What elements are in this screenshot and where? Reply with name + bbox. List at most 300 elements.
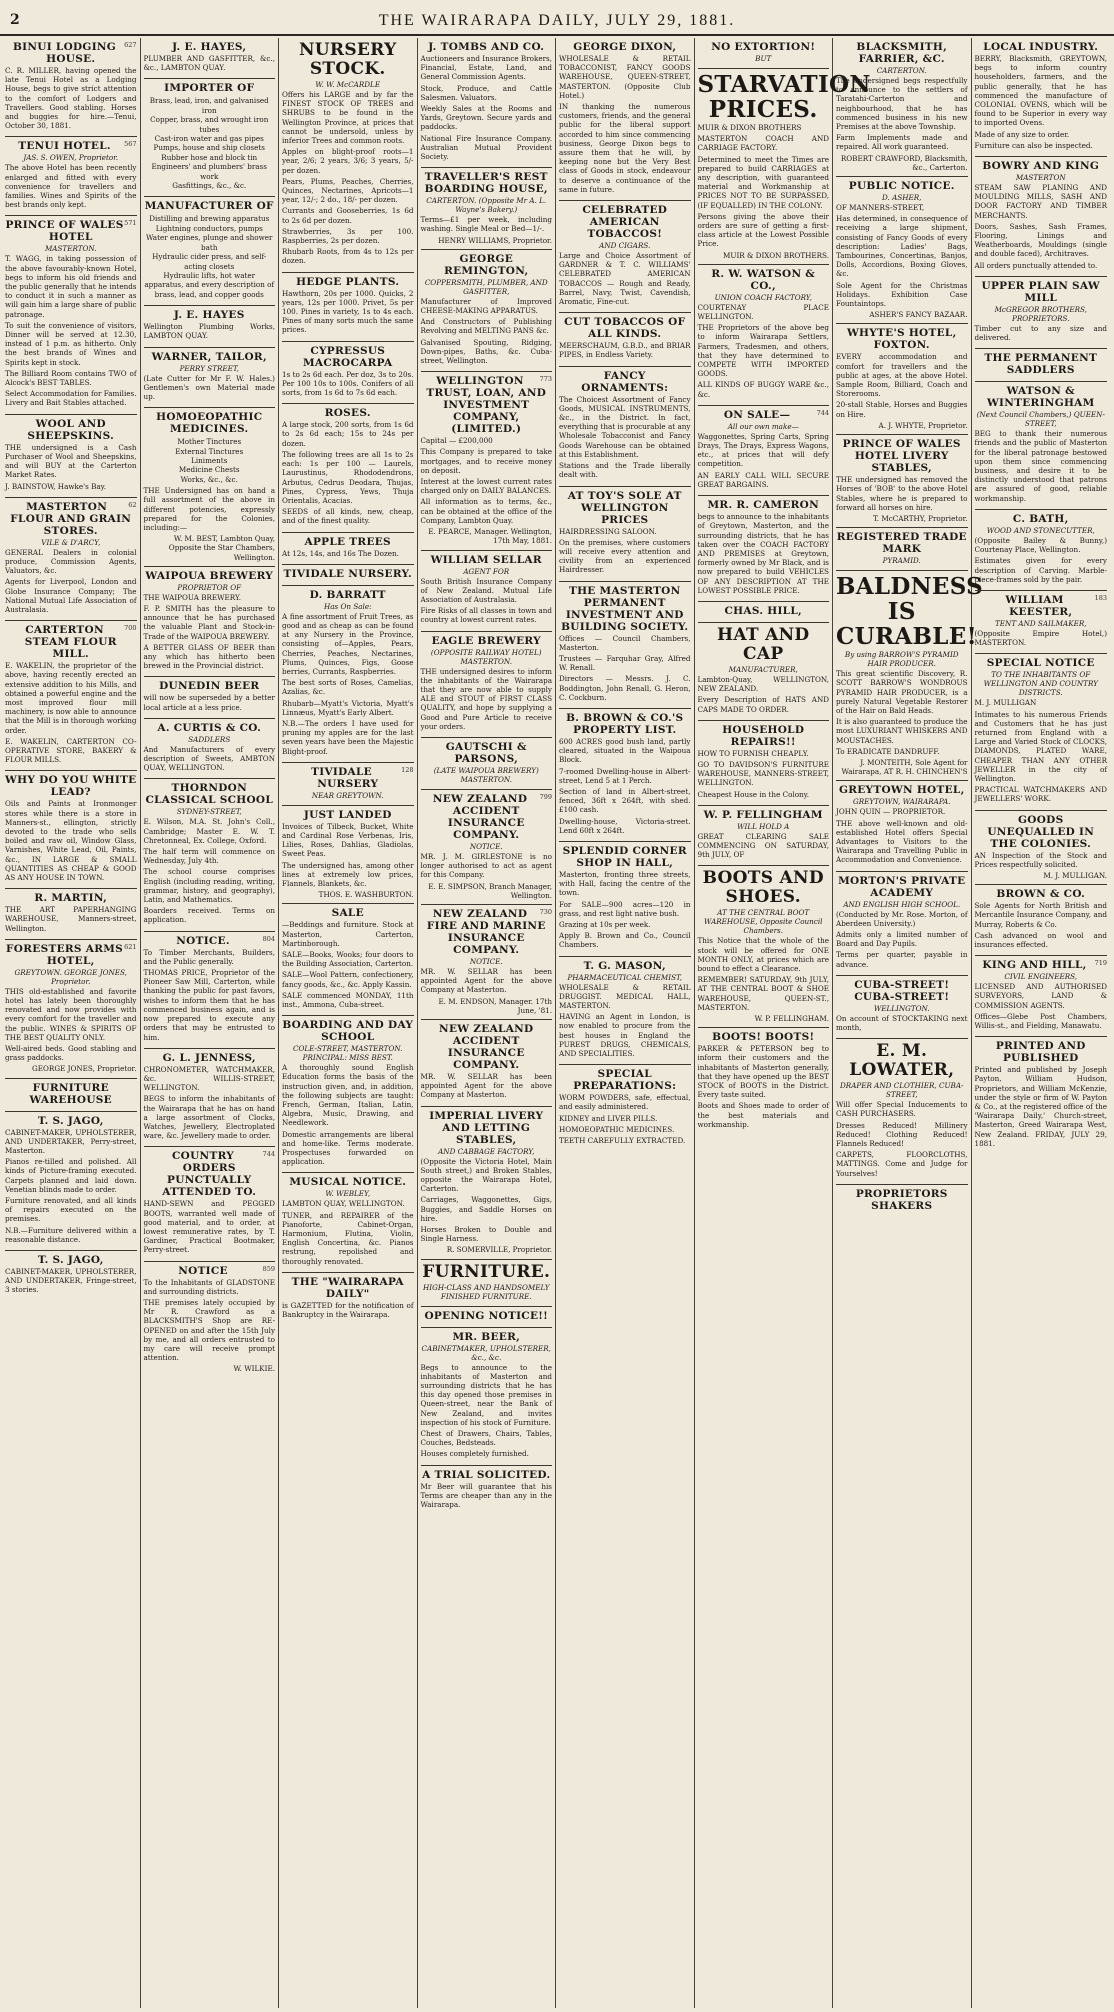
ad-body-text: Large and Choice Assortment of GARDNER & T. C. WILLIAMS' CELEBRATED AMERICAN TOBACCOS — Rough and Ready, Barrel, Navy, Twist, Cavendish, Aromatic, Fine-cut. xyxy=(559,251,691,307)
advertisement xyxy=(5,889,137,940)
ad-body-text: HOMOEOPATHIC MEDICINES. xyxy=(559,1124,675,1134)
ad-heading: CUBA-STREET! CUBA-STREET! xyxy=(854,978,950,1003)
ad-subheading: JAS. S. OWEN, Proprietor. xyxy=(23,153,119,163)
ad-body-text: Determined to meet the Times are prepared to build CARRIAGES at any description, with guaranteed material and Workmanship at PRICES NOT TO BE SURPASSED, (IF EQUALLED) IN THE COLONY. xyxy=(697,154,829,210)
ad-body-text: HOW TO FURNISH CHEAPLY. xyxy=(697,748,809,758)
ad-heading: NEW ZEALAND FIRE AND MARINE INSURANCE COMPANY. xyxy=(426,907,546,956)
ad-body-text: To suit the convenience of visitors, Dinner will be served at 12.30, instead of 1 p.m. as hitherto. Only the best brands of Wines and Spirits kept in stock. xyxy=(5,320,137,367)
advertisement xyxy=(698,38,830,69)
ad-body-text: Stock, Produce, and Cattle Salesmen. Valuators. xyxy=(420,83,552,102)
ad-body-text: On account of STOCKTAKING next month, xyxy=(836,1013,968,1032)
ad-body-text: SEEDS of all kinds, new, cheap, and of the finest quality. xyxy=(282,507,414,526)
ad-body-text: THE undersigned has removed the Horses of 'BOB' to the above Hotel Stables, where he is prepared to forward all horses on hire. xyxy=(836,475,968,512)
ad-signature: ROBERT CRAWFORD, Blacksmith, &c., Carterton. xyxy=(840,153,968,172)
ad-body-text: J. BAINSTOW, Hawke's Bay. xyxy=(5,481,107,491)
ad-subheading: MASTERTON. xyxy=(44,244,97,254)
ad-heading: THORNDON CLASSICAL SCHOOL xyxy=(145,782,274,807)
ad-heading: WILLIAM SELLAR xyxy=(430,553,542,566)
ad-body-text: It is also guaranteed to produce the most LUXURIANT WHISKERS AND MOUSTACHES. xyxy=(836,717,968,745)
ad-signature: E. M. ENDSON, Manager. 17th June, '81. xyxy=(438,996,552,1015)
ad-body-text: M. J. MULLIGAN xyxy=(974,698,1037,708)
ad-heading: R. W. WATSON & CO., xyxy=(711,267,816,292)
ad-heading: NOTICE xyxy=(178,1264,228,1277)
ad-body-text: PARKER & PETERSON beg to inform their customers and the inhabitants of Masterton generally, that they have opened up the BEST STOCK of BOOTS in the District. Every taste suited. xyxy=(697,1044,829,1100)
advertisement xyxy=(975,591,1108,654)
ad-body-text: Sole Agents for North British and Mercantile Insurance Company, and Murray, Roberts & Co. xyxy=(974,901,1107,929)
columns-container xyxy=(2,38,1110,2008)
ad-item: Lightning conductors, pumps xyxy=(155,223,263,233)
advertisement xyxy=(836,1039,968,1185)
ad-subheading: CARTERTON. (Opposite Mr A. L. Wayne's Bakery.) xyxy=(426,196,547,215)
ad-body-text: Galvanised Spouting, Ridging, Down-pipes, Baths, &c. Cuba-street, Wellington. xyxy=(420,337,552,366)
ad-body-text: Will offer Special Inducements to CASH PURCHASERS. xyxy=(836,1100,968,1119)
ad-heading: JUST LANDED xyxy=(303,808,392,821)
ad-subheading: (OPPOSITE RAILWAY HOTEL) MASTERTON. xyxy=(430,647,542,666)
advertisement xyxy=(282,904,414,1016)
ad-body-text: PLUMBER AND GASFITTER, &c., &c., LAMBTON QUAY. xyxy=(143,54,275,73)
advertisement xyxy=(836,781,968,871)
ad-heading: BOOTS AND SHOES. xyxy=(702,868,824,908)
ad-heading: DUNEDIN BEER xyxy=(159,680,260,693)
ad-body-text: THE undersigned is a Cash Purchaser of Wool and Sheepskins, and will BUY at the Carterton Market Rates. xyxy=(5,442,137,480)
ad-body-text: THE premises lately occupied by Mr R. Crawford as a BLACKSMITH'S Shop are RE-OPENED on and after the 15th July by me, and all orders entrusted to my care will receive prompt attention. xyxy=(143,1297,275,1363)
advertisement xyxy=(698,866,830,1028)
ad-body-text: HAIRDRESSING SALOON. xyxy=(559,526,657,536)
ad-heading: MR. R. CAMERON xyxy=(707,499,819,512)
ad-heading: W. P. FELLINGHAM xyxy=(703,808,823,821)
ad-body-text: COURTENAY PLACE WELLINGTON. xyxy=(697,302,829,322)
ad-heading: SALE xyxy=(331,907,364,920)
column-8 xyxy=(972,38,1111,2008)
ad-heading: CHAS. HILL, xyxy=(724,604,802,617)
column-5 xyxy=(556,38,695,2008)
ad-item: Rubber hose and block tin xyxy=(161,152,258,162)
ad-body-text: JOHN QUIN — PROPRIETOR. xyxy=(836,807,946,817)
ad-heading: WAIPOUA BREWERY xyxy=(145,569,274,582)
advertisement xyxy=(5,621,137,771)
ad-body-text: Carriages, Waggonettes, Gigs, Buggies, and Saddle Horses on hire. xyxy=(420,1195,552,1223)
ad-body-text: Every Description of HATS AND CAPS MADE TO ORDER. xyxy=(697,695,829,714)
advertisement xyxy=(282,38,414,273)
advertisement xyxy=(559,957,691,1066)
ad-signature: R. SOMERVILLE, Proprietor. xyxy=(446,1245,552,1255)
ad-body-text: Manufacturer of Improved CHEESE-MAKING APPARATUS. xyxy=(420,296,552,316)
ad-body-text: Printed and published by Joseph Payton, William Hudson, Proprietors, and William McKenzie, under the style or firm of W. Payton & Co., at the registered office of the 'Wairarapa Daily,' Church-street, Masterton, Greed Wairarapa West, New Zealand. FRIDAY, JULY 29, 1881. xyxy=(974,1065,1107,1148)
advertisement xyxy=(144,348,276,409)
ad-body-text: Weekly Sales at the Rooms and Yards, Greytown. Secure yards and paddocks. xyxy=(420,104,552,132)
ad-subheading: PHARMACEUTICAL CHEMIST, xyxy=(567,972,683,982)
advertisement xyxy=(282,586,414,763)
ad-body-text: Boarders received. Terms on application. xyxy=(143,906,275,925)
ad-body-text: 600 ACRES good bush land, partly cleared, situated in the Waipoua Block. xyxy=(559,736,691,765)
ad-number: 859 xyxy=(262,1264,275,1273)
ad-body-text: GENERAL Dealers in colonial produce, Commission Agents, Valuators, &c. xyxy=(5,547,137,576)
advertisement xyxy=(144,567,276,678)
advertisement xyxy=(282,763,414,806)
advertisement xyxy=(559,1065,691,1151)
ad-body-text: C. R. MILLER, having opened the late Tenui Hotel as a Lodging House, begs to give strict attention to the comfort of Lodgers and Travellers. Good stabling. Horses and buggies for hire.—Tenui, October 30, 1881. xyxy=(5,66,137,131)
ad-body-text: Houses completely furnished. xyxy=(420,1449,529,1459)
ad-heading: HOMOEOPATHIC MEDICINES. xyxy=(156,411,263,436)
ad-signature: T. McCARTHY, Proprietor. xyxy=(873,513,968,523)
ad-body-text: Persons giving the above their orders are sure of getting a first-class article at the Lowest Possible Price. xyxy=(697,211,829,249)
ad-heading: AT TOY'S SOLE AT WELLINGTON PRICES xyxy=(567,489,682,526)
ad-body-text: The above Hotel has been recently enlarged and fitted with every convenience for travellers and families. Wines and Spirits of the best brands only kept. xyxy=(5,163,137,210)
ad-item: Liniments xyxy=(191,455,228,465)
ad-body-text: MEERSCHAUM, G.B.D., and BRIAR PIPES, in Endless Variety. xyxy=(559,341,691,360)
advertisement xyxy=(5,137,137,216)
ad-item: Cast-iron water and gas pipes xyxy=(154,134,264,144)
ad-body-text: On the premises, where customers will receive every attention and civility from an experienced Hairdresser. xyxy=(559,537,691,575)
ad-body-text: E. Wilson, M.A. St. John's Coll., Cambridge; Master E. W. T. Chretonneal, Ex. College, Oxford. xyxy=(143,817,275,845)
ad-heading: GEORGE REMINGTON, xyxy=(444,252,529,277)
advertisement xyxy=(144,197,276,306)
ad-body-text: Lambton-Quay, WELLINGTON, NEW ZEALAND. xyxy=(697,674,829,694)
advertisement xyxy=(836,324,968,435)
ad-body-text: Boots and Shoes made to order of the best materials and workmanship. xyxy=(697,1101,829,1129)
ad-body-text: is GAZETTED for the notification of Bankruptcy in the Wairarapa. xyxy=(282,1300,414,1320)
ad-body-text: Has determined, in consequence of receiving a large shipment, consisting of Fancy Goods of every description: Ladies' Bags, Tambourines, Concertinas, Banjos, Dolls, Accordions, Boxing Gloves, &c. xyxy=(836,214,968,279)
ad-subheading: NEAR GREYTOWN. xyxy=(311,790,384,800)
ad-body-text: Pianos re-tilled and polished. All kinds of Picture-framing executed. Carpets planned and laid down. Venetian blinds made to order. xyxy=(5,1157,137,1194)
ad-heading: FANCY ORNAMENTS: xyxy=(581,369,669,394)
ad-heading: MORTON'S PRIVATE ACADEMY xyxy=(838,874,966,899)
advertisement xyxy=(5,940,137,1079)
ad-body-text: Fire Risks of all classes in town and country at lowest current rates. xyxy=(420,606,552,625)
ad-heading: HEDGE PLANTS. xyxy=(296,275,400,288)
ad-subheading: UNION COACH FACTORY, xyxy=(714,292,812,302)
advertisement xyxy=(975,38,1108,157)
ad-body-text: THE Undersigned has on hand a full assortment of the above in different potencies, expressly prepared for the Colonies, including:— xyxy=(143,486,275,532)
ad-heading: FORESTERS ARMS HOTEL, xyxy=(6,942,124,967)
ad-body-text: CHRONOMETER, WATCHMAKER, &c. WILLIS-STREET, WELLINGTON. xyxy=(143,1064,275,1093)
ad-heading: A. CURTIS & CO. xyxy=(157,721,262,734)
ad-subheading: SADDLERS xyxy=(188,734,231,744)
ad-body-text: Cash advanced on wool and insurances effected. xyxy=(974,930,1107,949)
ad-subheading: HIGH-CLASS AND HANDSOMELY FINISHED FURNITURE. xyxy=(422,1282,550,1301)
ad-number: 128 xyxy=(401,765,414,774)
ad-body-text: Auctioneers and Insurance Brokers, Financial, Estate, Land, and General Commission Agents. xyxy=(420,54,552,82)
ad-heading: ON SALE— xyxy=(723,408,791,421)
ad-body-text: SALE—Books, Wooks; four doors to the Building Association, Carterton. xyxy=(282,950,414,969)
ad-item: Hydraulic lifts, hot water apparatus, and every description of brass, lead, and copper goods xyxy=(144,270,275,299)
ad-number: 799 xyxy=(539,792,552,801)
ad-subheading: PROPRIETOR OF xyxy=(177,582,242,592)
ad-body-text: LAMBTON QUAY, WELLINGTON. xyxy=(282,1199,405,1209)
ad-subheading: GREYTOWN. GEORGE JONES, Proprietor. xyxy=(14,967,127,986)
ad-heading: WHY DO YOU WHITE LEAD? xyxy=(5,774,137,799)
ad-number: 700 xyxy=(124,624,137,633)
ad-heading: TRAVELLER'S REST BOARDING HOUSE, xyxy=(424,171,548,196)
ad-body-text: All information as to terms, &c., can be obtained at the office of the Company, Lambton Quay. xyxy=(420,497,552,525)
ad-body-text: HAVING an Agent in London, is now enabled to procure from the best houses in England the PUREST DRUGS, CHEMICALS, AND SPECIALITIES. xyxy=(559,1012,691,1059)
ad-body-text: The Billiard Room contains TWO of Alcock's BEST TABLES. xyxy=(5,368,137,388)
advertisement xyxy=(975,277,1108,349)
ad-heading: WATSON & WINTERINGHAM xyxy=(986,385,1095,410)
ad-body-text: (Opposite Bailey & Bunny,) Courtenay Place, Wellington. xyxy=(974,535,1107,555)
ad-body-text: Domestic arrangements are liberal and home-like. Terms moderate. Prospectuses forwarded on application. xyxy=(282,1129,414,1167)
ad-number: 571 xyxy=(124,219,137,228)
ad-body-text: A fine assortment of Fruit Trees, as good and as cheap as can be found at any Nursery in the Province, consisting of—Apples, Pears, Cherries, Peaches, Nectarines, Plums, Quinces, Figs, Goose berries, Currants, Raspberries. xyxy=(282,611,414,676)
ad-signature: M. J. MULLIGAN. xyxy=(1043,870,1107,880)
advertisement xyxy=(421,551,553,632)
advertisement xyxy=(836,38,968,177)
ad-body-text: For SALE—900 acres—120 in grass, and rest light native bush. xyxy=(559,899,691,918)
ad-body-text: The undersigned has, among other lines at extremely low prices, Flannels, Blankets, &c. xyxy=(282,860,414,888)
ad-subheading: GREYTOWN, WAIRARAPA. xyxy=(852,797,951,807)
ad-item: Brass, lead, iron, and galvanised iron xyxy=(149,96,269,115)
advertisement xyxy=(144,79,276,197)
ad-heading: MR. BEER, xyxy=(452,1330,521,1343)
ad-body-text: And Manufacturers of every description of Sweets, AMBTON QUAY, WELLINGTON. xyxy=(143,744,275,773)
ad-heading: TENUI HOTEL. xyxy=(18,140,111,153)
ad-body-text: THE above well-known and old-established Hotel offers Special Advantages to Visitors to the Wairarapa and Travelling Public in Accommodation and Convenience. xyxy=(836,818,968,865)
ad-subheading: MANUFACTURER, xyxy=(728,664,798,674)
ad-number: 567 xyxy=(124,140,137,149)
ad-body-text: CABINET-MAKER, UPHOLSTERER, AND UNDERTAKER, Perry-street, Masterton. xyxy=(5,1127,137,1156)
column-1 xyxy=(2,38,141,2008)
ad-heading: PRINTED AND PUBLISHED xyxy=(995,1040,1086,1065)
ad-body-text: BEG to thank their numerous friends and the public of Masterton for the liberal patronage bestowed upon them since commencing business, and desire it to be distinctly understood that patrons are assured of good, reliable workmanship. xyxy=(974,429,1107,503)
ad-heading: PUBLIC NOTICE. xyxy=(848,180,955,193)
ad-body-text: OF MANNERS-STREET, xyxy=(836,203,925,213)
ad-body-text: 1s to 2s 6d each. Per doz, 3s to 20s. Per 100 10s to 100s. Conifers of all sorts, from 1s 6d to 7s 6d each. xyxy=(282,369,414,398)
ad-heading: THE "WAIRARAPA DAILY" xyxy=(291,1275,404,1300)
ad-body-text: Strawberries, 3s per 100. Raspberries, 2s per dozen. xyxy=(282,226,414,246)
ad-heading: EAGLE BREWERY xyxy=(431,634,541,647)
ad-body-text: IN thanking the numerous customers, friends, and the general public for the liberal support accorded to him since commencing business, George Dixon begs to assure them that he will, by keeping none but the Very Best class of Goods in stock, endeavour to deserve a continuance of the same in future. xyxy=(559,102,691,194)
column-6 xyxy=(695,38,871,2008)
ad-subheading: CARTERTON. xyxy=(876,66,927,75)
ad-heading: IMPORTER OF xyxy=(164,82,255,95)
advertisement xyxy=(144,1049,276,1148)
column-2 xyxy=(141,38,280,2008)
ad-subheading: CIVIL ENGINEERS, xyxy=(1004,972,1078,982)
ad-heading: FURNITURE WAREHOUSE xyxy=(29,1081,112,1106)
ad-body-text: Intimates to his numerous Friends and Customers that he has just returned from England with a Large and Varied Stock of CLOCKS, DIAMONDS, PLATED WARE, CHEAPER THAN ANY OTHER JEWELLER in the city of Wellington. xyxy=(974,709,1107,783)
ad-heading: KING AND HILL, xyxy=(982,959,1087,972)
advertisement xyxy=(421,250,553,372)
ad-body-text: Estimates given for every description of Carving. Marble-piece-frames sold by the pair. xyxy=(974,556,1107,584)
ad-body-text: Offers his LARGE and by far the FINEST STOCK OF TREES and SHRUBS to be found in the Wellington Province, at prices that cannot be undersold, unless by inferior Trees and common roots. xyxy=(282,90,414,146)
ad-number: 621 xyxy=(124,942,137,951)
ad-subheading: (LATE WAIPOUA BREWERY) MASTERTON. xyxy=(433,765,539,784)
advertisement xyxy=(5,38,137,137)
ad-subheading: AGENT FOR xyxy=(463,566,510,576)
ad-subheading: MASTERTON xyxy=(1015,173,1066,183)
ad-body-text: Interest at the lowest current rates charged only on DAILY BALANCES. xyxy=(420,477,552,496)
ad-subheading: McGREGOR BROTHERS, PROPRIETORS. xyxy=(994,304,1087,323)
ad-item: Copper, brass, and wrought iron tubes xyxy=(150,115,269,134)
advertisement xyxy=(698,602,830,623)
ad-item: Hydraulic cider press, and self-acting closets xyxy=(152,252,267,271)
ad-signature: HENRY WILLIAMS, Proprietor. xyxy=(438,235,552,245)
ad-body-text: THE undersigned desires to inform the inhabitants of the Wairarapa that they are now able to supply ALE and STOUT of FIRST CLASS QUALITY, and hope by supplying a Good and Pure Article to receive your orders. xyxy=(420,666,552,731)
ad-body-text: EVERY accommodation and comfort for travellers and the public at ages, at the above Hotel. Sample Room, Billiard, Coach and Storerooms. xyxy=(836,352,968,399)
ad-body-text: Masterton, fronting three streets, with Hall, facing the centre of the town. xyxy=(559,869,691,898)
advertisement xyxy=(144,306,276,347)
ad-heading: E. M. LOWATER, xyxy=(849,1041,955,1081)
ad-body-text: A large stock, 200 sorts, from 1s 6d to 2s 6d each; 15s to 24s per dozen. xyxy=(282,420,414,448)
ad-heading: BROWN & CO. xyxy=(996,888,1086,901)
ad-body-text: This Company is prepared to take mortgages, and to receive money on deposit. xyxy=(420,447,552,475)
ad-heading: GREYTOWN HOTEL, xyxy=(838,784,965,797)
ad-heading: J. E. HAYES, xyxy=(172,41,247,53)
ad-heading: D. BARRATT xyxy=(309,588,386,601)
ad-heading: SPECIAL NOTICE xyxy=(986,657,1095,670)
ad-item-list xyxy=(144,214,276,299)
advertisement xyxy=(282,273,414,342)
advertisement xyxy=(559,38,691,201)
ad-heading: CYPRESSUS MACROCARPA xyxy=(302,344,393,369)
ad-body-text: MR. W. SELLAR has been appointed Agent for the above Company at Masterton. xyxy=(420,966,552,995)
ad-body-text: This great scientific Discovery, R. SCOTT BARROW'S WONDROUS PYRAMID HAIR PRODUCER, is a purely Natural Vegetable Restorer of the Hair on Bald Heads. xyxy=(836,669,968,715)
advertisement xyxy=(975,510,1108,591)
ad-number: 627 xyxy=(124,41,137,49)
advertisement xyxy=(421,38,553,168)
ad-signature: J. MONTEITH, Sole Agent for Wairarapa, AT R. H. CHINCHEN'S xyxy=(841,757,968,777)
ad-number: 730 xyxy=(539,907,552,916)
ad-body-text: REMEMBER! SATURDAY, 9th JULY, AT THE CENTRAL BOOT & SHOE WAREHOUSE, QUEEN-ST., MASTERTON. xyxy=(697,975,829,1012)
advertisement xyxy=(421,1307,553,1328)
ad-subheading: TENT AND SAILMAKER, xyxy=(994,618,1087,628)
ad-body-text: Currants and Gooseberries, 1s 6d to 2s 6d per dozen. xyxy=(282,206,414,225)
ad-heading: T. G. MASON, xyxy=(583,959,666,972)
ad-body-text: BERRY, Blacksmith, GREYTOWN, begs to inform country householders, farmers, and the public generally, that he has commenced the manufacture of COLONIAL OVENS, which will be found to be Superior in every way to imported Ovens. xyxy=(974,54,1107,128)
ad-heading: SPECIAL PREPARATIONS: xyxy=(573,1068,677,1093)
ad-body-text: E. WAKELIN, the proprietor of the above, having recently erected an extensive addition to his Mills, and obtained a powerful engine and the most improved flour mill machinery, is now able to announce that the Mill is in thorough working order. xyxy=(5,661,137,735)
ad-body-text: Rhubarb—Myatt's Victoria, Myatt's Linnæus, Myatt's Early Albert. xyxy=(282,698,414,717)
ad-body-text: Stations and the Trade liberally dealt with. xyxy=(559,461,691,480)
ad-body-text: Made of any size to order. xyxy=(974,129,1070,139)
ad-heading: NEW ZEALAND ACCIDENT INSURANCE COMPANY. xyxy=(439,1022,534,1071)
advertisement xyxy=(836,435,968,528)
ad-heading: NO EXTORTION! xyxy=(711,41,816,53)
advertisement xyxy=(282,1273,414,1325)
advertisement xyxy=(144,38,276,79)
ad-heading: ROSES. xyxy=(324,407,371,420)
ad-body-text: CARPETS, FLOORCLOTHS, MATTINGS. Come and Judge for Yourselves! xyxy=(836,1150,968,1178)
advertisement xyxy=(836,177,968,324)
advertisement xyxy=(836,528,968,571)
ad-subheading: AND ENGLISH HIGH SCHOOL. xyxy=(843,899,961,909)
ad-body-text: MASTERTON COACH AND CARRIAGE FACTORY. xyxy=(697,134,829,153)
ad-heading: PRINCE OF WALES HOTEL xyxy=(5,219,124,244)
ad-body-text: Admits only a limited number of Board and Day Pupils. xyxy=(836,929,968,949)
advertisement xyxy=(836,571,984,781)
advertisement xyxy=(5,771,137,889)
advertisement xyxy=(421,1466,553,1516)
advertisement xyxy=(282,533,414,565)
ad-body-text: Mr Beer will guarantee that his Terms are cheaper than any in the Wairarapa. xyxy=(420,1481,552,1510)
ad-body-text: To the Inhabitants of GLADSTONE and surrounding districts. xyxy=(143,1277,275,1296)
ad-heading: CUT TOBACCOS OF ALL KINDS. xyxy=(564,316,686,341)
ad-heading: NURSERY STOCK. xyxy=(298,40,397,79)
ad-heading: TIVIDALE NURSERY xyxy=(311,765,379,790)
ad-subheading: TO THE INHABITANTS OF WELLINGTON AND COUNTRY DISTRICTS. xyxy=(983,670,1098,698)
advertisement xyxy=(697,69,871,265)
ad-heading: WELLINGTON TRUST, LOAN, AND INVESTMENT COMPANY, (LIMITED.) xyxy=(426,375,547,436)
ad-body-text: The school course comprises English (including reading, writing, grammar, history, and geography), Latin, and Mathematics. xyxy=(143,867,275,905)
ad-item: Works, &c., &c. xyxy=(180,474,238,484)
ad-body-text: Waggonettes, Spring Carts, Spring Drays, The Drays, Express Wagons, etc., at prices that will defy competition. xyxy=(697,431,829,469)
ad-subheading: DRAPER AND CLOTHIER, CUBA-STREET, xyxy=(840,1081,964,1100)
ad-item: Distilling and brewing apparatus xyxy=(149,214,270,224)
ad-heading: J. TOMBS AND CO. xyxy=(428,41,545,53)
ad-body-text: Section of land in Albert-street, fenced, 36ft x 264ft, with shed. £100 cash. xyxy=(559,786,691,815)
ad-heading: BOOTS! BOOTS! xyxy=(712,1031,815,1044)
advertisement xyxy=(975,349,1108,382)
ad-heading: PROPRIETORS SHAKERS xyxy=(855,1187,948,1212)
ad-heading: OPENING NOTICE!! xyxy=(424,1309,549,1322)
ad-subheading: AT THE CENTRAL BOOT WAREHOUSE, Opposite Council Chambers. xyxy=(704,908,823,936)
advertisement xyxy=(698,806,830,867)
ad-subheading: SYDNEY-STREET, xyxy=(176,807,242,817)
ad-body-text: Agents for Liverpool, London and Globe Insurance Company; The National Mutual Life Association of Australasia. xyxy=(5,577,137,614)
ad-subheading: NOTICE. xyxy=(469,956,503,966)
ad-heading: NEW ZEALAND ACCIDENT INSURANCE COMPANY. xyxy=(432,792,528,841)
ad-heading: IMPERIAL LIVERY AND LETTING STABLES, xyxy=(429,1109,544,1146)
ad-body-text: Offices — Council Chambers, Masterton. xyxy=(559,633,691,652)
advertisement xyxy=(836,872,968,976)
advertisement xyxy=(975,1037,1108,1154)
ad-heading: CARTERTON STEAM FLOUR MILL. xyxy=(24,624,117,661)
advertisement xyxy=(698,623,830,721)
ad-body-text: GREAT CLEARING SALE COMMENCING ON SATURDAY, 9th JULY, OF xyxy=(697,831,829,860)
ad-body-text: Sole Agent for the Christmas Holidays. Exhibition Case Fountaintops. xyxy=(836,280,968,309)
ad-subheading: COLE-STREET, MASTERTON. PRINCIPAL: MISS BEST. xyxy=(292,1044,403,1063)
ad-body-text: The best sorts of Roses, Camelias, Azalias, &c. xyxy=(282,678,414,697)
ad-body-text: South British Insurance Company of New Zealand. Mutual Life Association of Australasia. xyxy=(420,576,552,604)
masthead xyxy=(0,0,1114,36)
ad-item: Medicine Chests xyxy=(178,465,240,475)
ad-body-text: GO TO DAVIDSON'S FURNITURE WAREHOUSE, MANNERS-STREET, WELLINGTON. xyxy=(697,759,829,788)
ad-body-text: Capital — £200,000 xyxy=(420,436,493,446)
ad-body-text: The Choicest Assortment of Fancy Goods, MUSICAL INSTRUMENTS, &c., in the District. In fact, everything that is procurable at any Wholesale Tobacconist and Fancy Goods Warehouse can be obtained at this Establishment. xyxy=(559,394,691,459)
ad-heading: THE MASTERTON PERMANENT INVESTMENT AND BUILDING SOCIETY. xyxy=(561,584,689,633)
advertisement xyxy=(144,932,276,1049)
ad-body-text: ALL KINDS OF BUGGY WARE &c., &c. xyxy=(697,380,829,399)
ad-body-text: STEAM SAW PLANING AND MOULDING MILLS, SASH AND DOOR FACTORY AND TIMBER MERCHANTS. xyxy=(974,183,1107,220)
ad-body-text: Furniture renovated, and all kinds of repairs executed on the premises. xyxy=(5,1196,137,1224)
ad-body-text: PRACTICAL WATCHMAKERS AND JEWELLERS' WORK. xyxy=(974,785,1107,804)
ad-heading: A TRIAL SOLICITED. xyxy=(422,1468,551,1481)
advertisement xyxy=(698,496,830,602)
ad-body-text: F. P. SMITH has the pleasure to announce that he has purchased the valuable Plant and Stock-in-Trade of the WAIPOUA BREWERY. xyxy=(143,604,275,641)
ad-body-text: LICENSED AND AUTHORISED SURVEYORS, LAND & COMMISSION AGENTS. xyxy=(974,982,1107,1010)
ad-body-text: Apply B. Brown and Co., Council Chambers. xyxy=(559,931,691,950)
ad-heading: MASTERTON FLOUR AND GRAIN STORES. xyxy=(10,500,132,537)
ad-body-text: TUNER, and REPAIRER of the Pianoforte, Cabinet-Organ, Harmonium, Flutina, Violin, English Concertina, &c. Pianos restrung, repolished and thoroughly renovated. xyxy=(282,1210,414,1266)
ad-body-text: Wellington Plumbing Works, LAMBTON QUAY. xyxy=(143,322,275,341)
ad-body-text: The half term will commence on Wednesday, July 4th. xyxy=(143,847,275,866)
ad-body-text: MUIR & DIXON BROTHERS xyxy=(697,123,802,132)
ad-body-text: A BETTER GLASS OF BEER than any which has hitherto been brewed in the Provincial district. xyxy=(143,642,275,671)
ad-number: 744 xyxy=(262,1150,275,1159)
ad-body-text: This Notice that the whole of the stock will be offered for ONE MONTH ONLY, at prices which are bound to effect a Clearance. xyxy=(697,936,829,973)
ad-item: Water engines, plunge and shower bath xyxy=(146,233,273,252)
ad-subheading: W. WEBLEY, xyxy=(325,1189,371,1199)
ad-body-text: Oils and Paints at Ironmonger stores while there is a store in Manners-st., ellington, strictly devoted to the trade who sells boiled and raw oil, Window Glass, Varnishes, White Lead, Oil, Paints, &c., IN LARGE & SMALL QUANTITIES AS CHEAP & GOOD AS ANY HOUSE IN TOWN. xyxy=(5,799,137,882)
advertisement xyxy=(698,406,830,496)
advertisement xyxy=(421,632,553,738)
ad-body-text: Grazing at 10s per week. xyxy=(559,919,651,929)
ad-body-text: Horses Broken to Double and Single Harness. xyxy=(420,1225,552,1244)
ad-item: Engineers' and plumbers' brass work xyxy=(151,162,267,181)
advertisement xyxy=(5,1112,137,1251)
ad-subheading: NOTICE. xyxy=(469,841,503,851)
ad-body-text: Invoices of Tilbeck, Bucket, White and Cardinal Rose Verbenas, Iris, Lilies, Roses, Dahlias, Gladiolas, Sweet Peas. xyxy=(282,821,414,859)
